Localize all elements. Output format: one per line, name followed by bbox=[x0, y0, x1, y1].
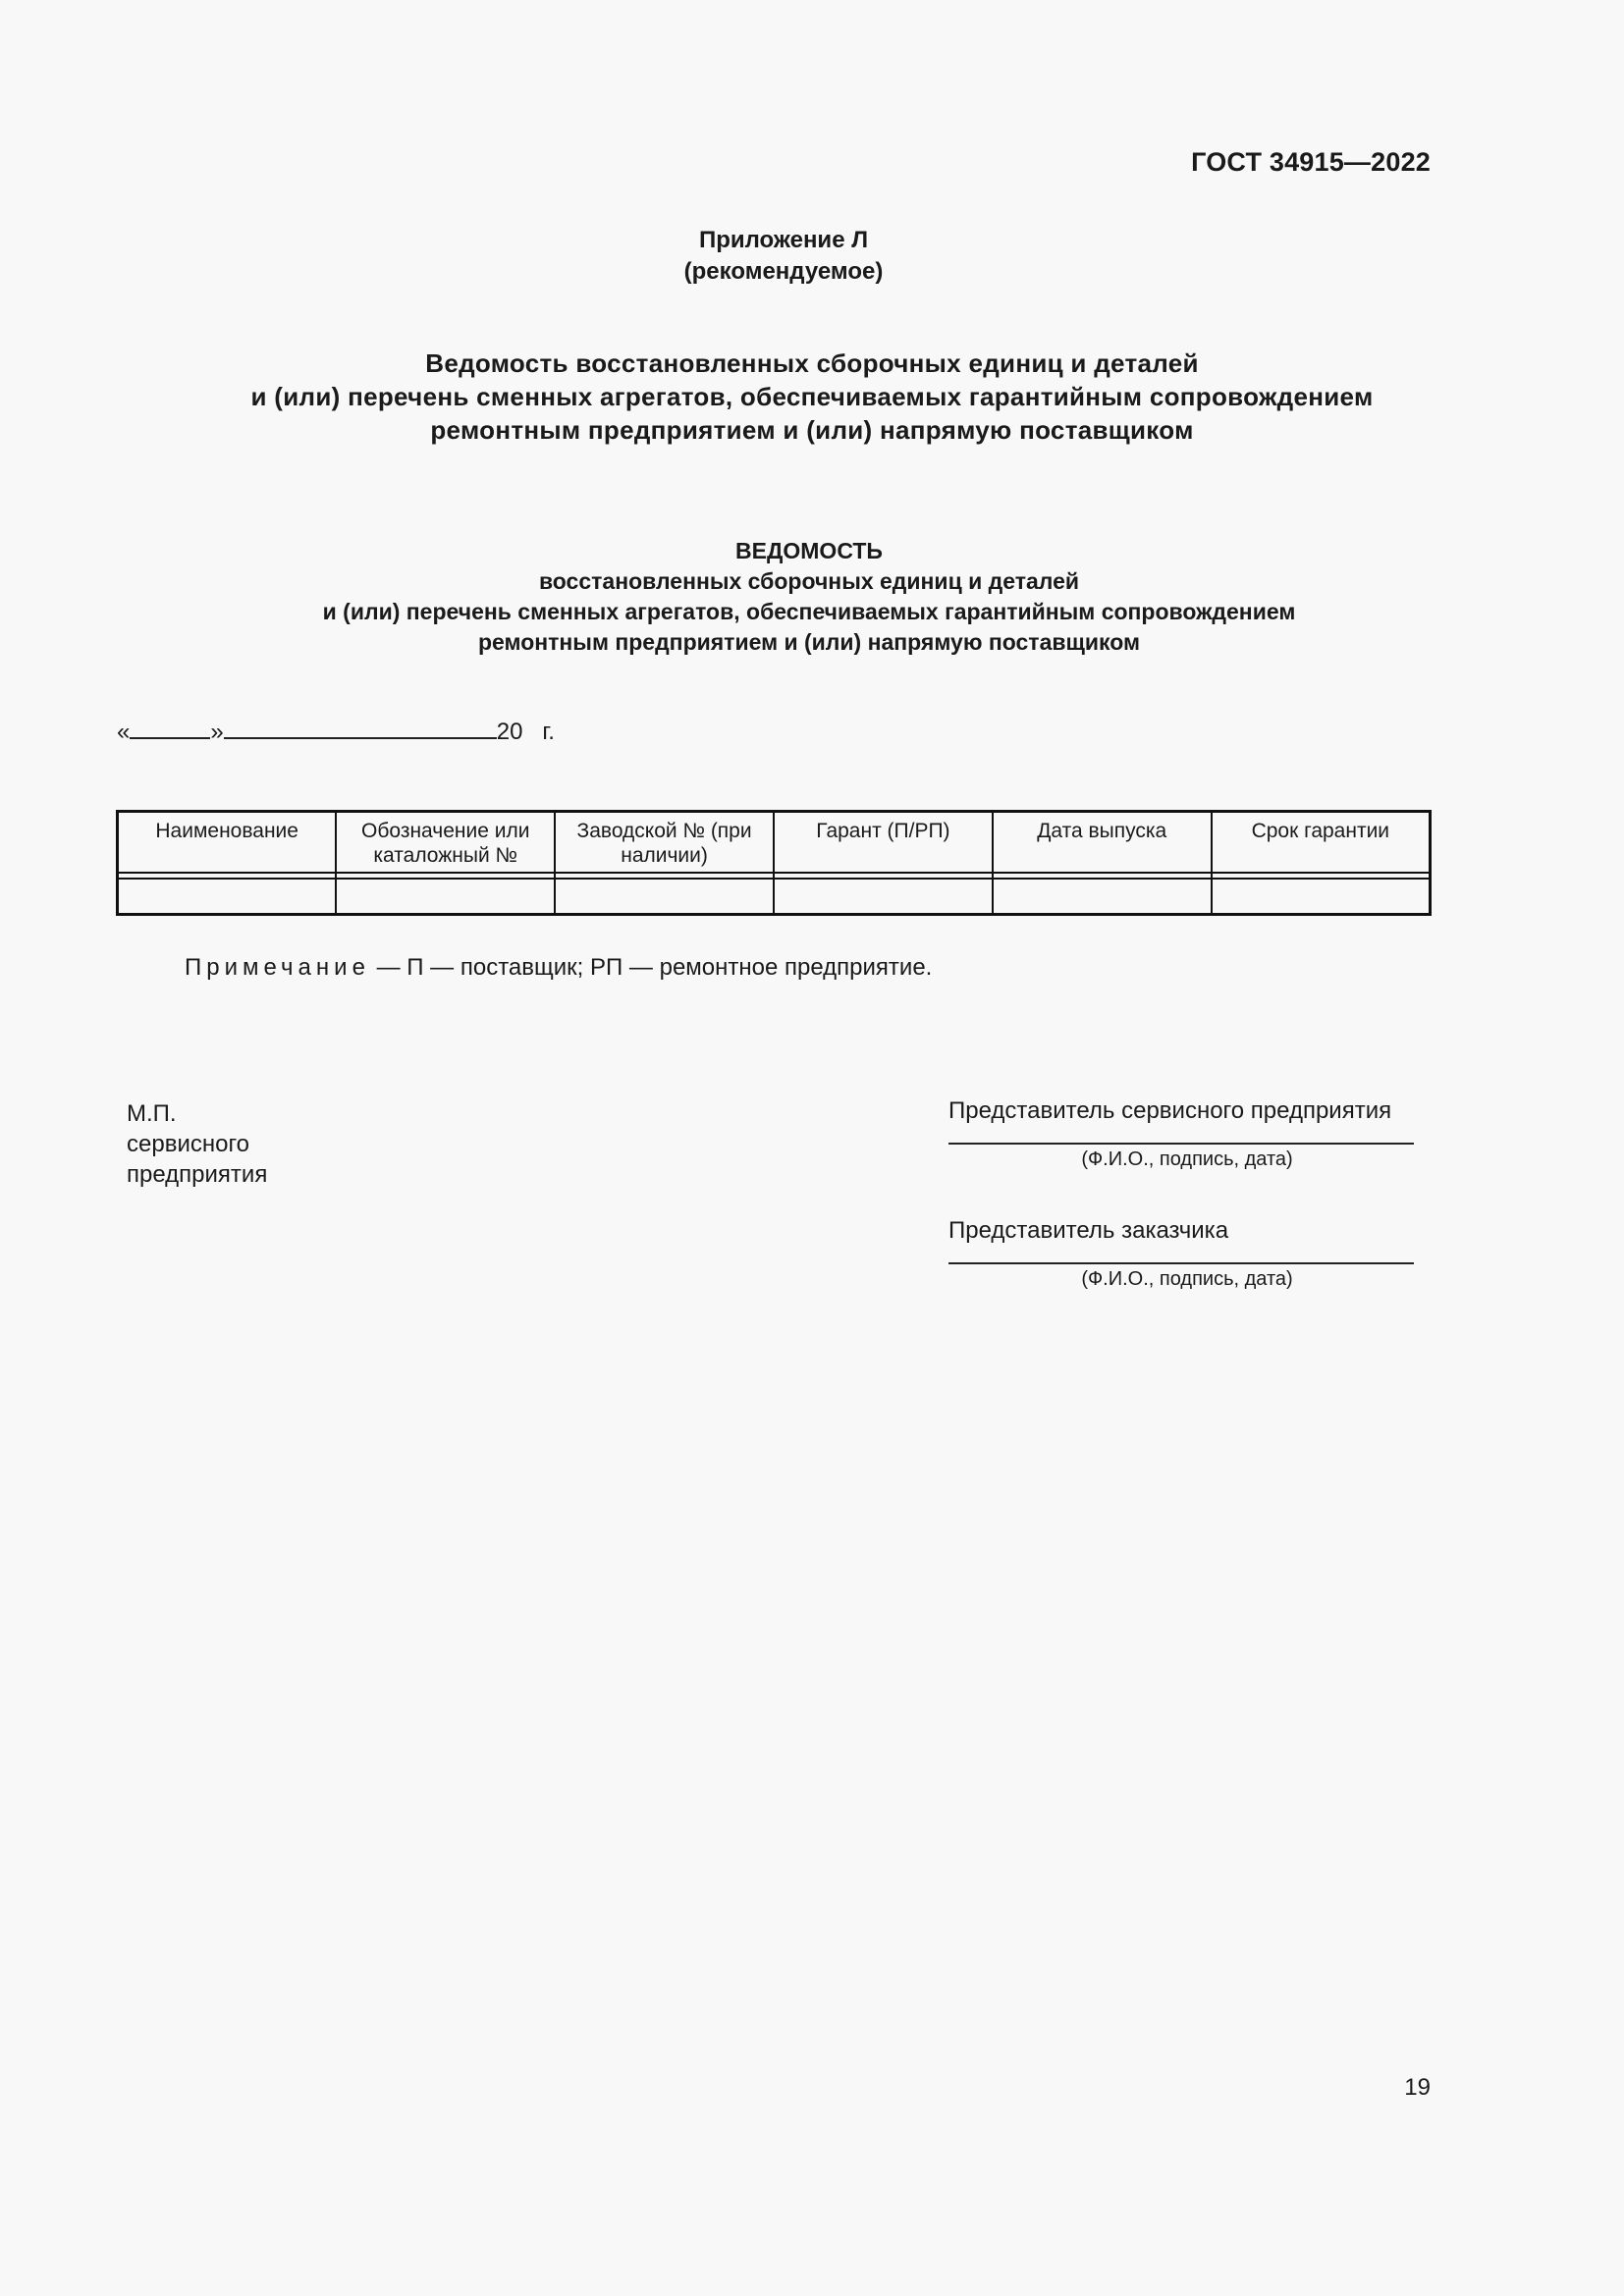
customer-signature-line[interactable] bbox=[948, 1262, 1414, 1264]
year-prefix: 20 bbox=[496, 719, 523, 745]
table-cell[interactable] bbox=[993, 879, 1212, 915]
appendix-heading bbox=[0, 225, 1624, 288]
form-title bbox=[0, 536, 1624, 658]
column-header: Гарант (П/РП) bbox=[774, 812, 993, 874]
table-cell[interactable] bbox=[118, 879, 337, 915]
service-signature-caption: (Ф.И.О., подпись, дата) bbox=[1081, 1148, 1293, 1170]
stamp-line-2: сервисного bbox=[127, 1131, 250, 1157]
table-cell[interactable] bbox=[774, 879, 993, 915]
customer-signature-block bbox=[948, 1217, 1414, 1291]
table-header-row bbox=[118, 812, 1431, 874]
column-header: Срок гарантии bbox=[1212, 812, 1431, 874]
year-suffix: г. bbox=[542, 719, 555, 745]
note-text: — П — поставщик; РП — ремонтное предприятие. bbox=[376, 954, 933, 981]
column-header: Обозначение или каталожный № bbox=[336, 812, 555, 874]
form-title-line-3: и (или) перечень сменных агрегатов, обеспечиваемых гарантийным сопровождением bbox=[322, 599, 1296, 624]
standard-number: ГОСТ 34915—2022 bbox=[1191, 147, 1431, 177]
document-title-line-1: Ведомость восстановленных сборочных единиц и деталей bbox=[425, 348, 1199, 378]
month-blank[interactable] bbox=[224, 716, 497, 739]
table-row bbox=[118, 879, 1431, 915]
service-representative-title: Представитель сервисного предприятия bbox=[948, 1097, 1392, 1124]
stamp-placeholder bbox=[127, 1098, 267, 1190]
form-title-line-4: ремонтным предприятием и (или) напрямую поставщиком bbox=[477, 629, 1141, 655]
column-header: Дата выпуска bbox=[993, 812, 1212, 874]
table-cell[interactable] bbox=[555, 879, 774, 915]
stamp-line-3: предприятия bbox=[127, 1161, 268, 1188]
date-line bbox=[117, 716, 555, 746]
appendix-status: (рекомендуемое) bbox=[683, 258, 884, 285]
day-blank[interactable] bbox=[130, 716, 210, 739]
form-title-line-2: восстановленных сборочных единиц и деталей bbox=[538, 568, 1080, 594]
page-number: 19 bbox=[1404, 2074, 1431, 2101]
document-title bbox=[0, 347, 1624, 447]
customer-signature-caption: (Ф.И.О., подпись, дата) bbox=[1081, 1268, 1293, 1290]
date-close-quote: » bbox=[210, 719, 224, 745]
table-cell[interactable] bbox=[1212, 879, 1431, 915]
customer-representative-title: Представитель заказчика bbox=[948, 1217, 1229, 1244]
table-cell[interactable] bbox=[336, 879, 555, 915]
appendix-label: Приложение Л bbox=[698, 227, 869, 253]
note-label: Примечание bbox=[185, 954, 370, 981]
service-signature-line[interactable] bbox=[948, 1143, 1414, 1145]
register-table bbox=[116, 810, 1432, 916]
service-signature-block bbox=[948, 1097, 1414, 1171]
form-title-line-1: ВЕДОМОСТЬ bbox=[735, 538, 883, 563]
document-title-line-2: и (или) перечень сменных агрегатов, обеспечиваемых гарантийным сопровождением bbox=[250, 382, 1374, 411]
column-header: Заводской № (при наличии) bbox=[555, 812, 774, 874]
document-title-line-3: ремонтным предприятием и (или) напрямую поставщиком bbox=[430, 415, 1194, 445]
table-note bbox=[185, 954, 932, 982]
stamp-line-1: М.П. bbox=[127, 1100, 177, 1127]
column-header: Наименование bbox=[118, 812, 337, 874]
date-open-quote: « bbox=[117, 719, 131, 745]
